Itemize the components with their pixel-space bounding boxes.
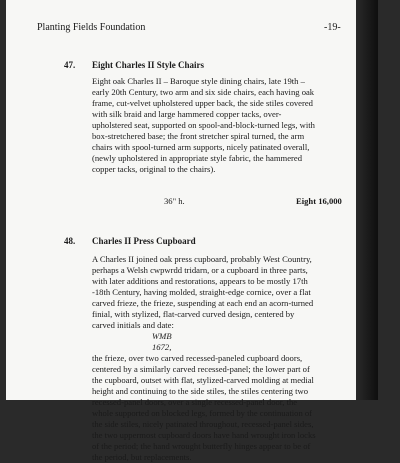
page-number: -19- [324, 22, 341, 33]
lot-48-description-part1: A Charles II joined oak press cupboard, probably West Country, perhaps a Welsh cwpwrdd tridarn, or a cupboard in three parts, with later additions and restorations, appears to be mostly 17th -18th Century, having molded, straight-edge cornice, over a flat carved frieze, the frieze, suspending at each end an acorn-turned finial, with stylized, flat-carved curved design, centered by carved initials and date: [92, 254, 314, 330]
lot-48-number: 48. [64, 236, 76, 246]
lot-48-mark-date: 1672, [152, 342, 172, 352]
lot-47-title: Eight Charles II Style Chairs [92, 60, 205, 70]
lot-47-dimensions: 36" h. [164, 196, 185, 206]
lot-48-description [92, 254, 317, 463]
document-page [6, 0, 378, 462]
page-edge-shadow [356, 0, 378, 400]
lot-47-estimate: Eight 16,000 [296, 196, 342, 206]
page-header-title: Planting Fields Foundation [37, 22, 146, 33]
lot-48-mark-initials: WMB [152, 331, 172, 341]
lot-48-description-part2: the frieze, over two carved recessed-paneled cupboard doors, centered by a similarly carved recessed-panel; the lower part of the cupboard, outset with flat, stylized-carved molding at medial height and continuing to the side stiles, the stiles centering two recessed-panel doors, over a single recessed-panel door, the whole supported on blocked legs, formed by the continuation of the side stiles, nicely patinated throughout, recessed-panel sides, the two uppermost cupboard doors have hand wrought iron locks of the period; the hand wrought butterfly hinges appear to be of the period, but replacements. [92, 353, 316, 462]
lot-47-description: Eight oak Charles II – Baroque style dining chairs, late 19th – early 20th Century, two arm and six side chairs, each having oak frame, cut-velvet upholstered upper back, the side stiles covered with silk braid and large hammered copper tacks, over-upholstered seat, supported on spool-and-block-turned legs, with box-stretchered base; the front stretcher spiral turned, the arm chairs with spool-turned arm supports, nicely patinated overall, (newly upholstered in appropriate style fabric, the hammered copper tacks, original to the chairs). [92, 76, 315, 174]
lot-47-number: 47. [64, 60, 76, 70]
lot-48-title: Charles II Press Cupboard [92, 236, 196, 246]
